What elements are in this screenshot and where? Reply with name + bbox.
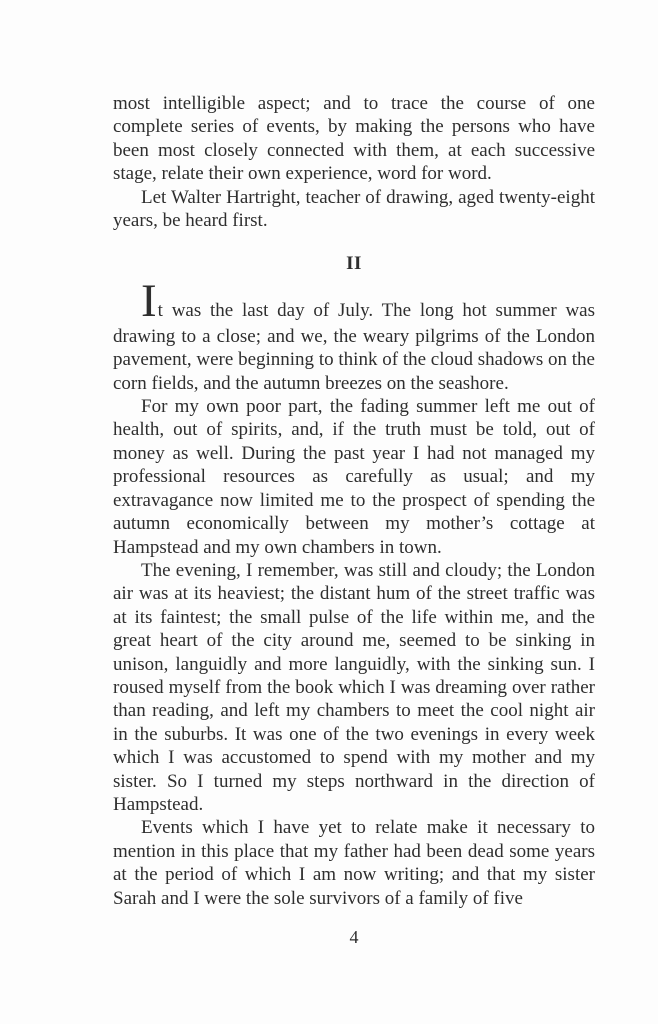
initial-cap: I: [141, 274, 158, 327]
opening-text: t was the last day of July. The long hot summer was drawing to a close; and we, the weary pilgrims of the London pavement, were beginning to think of the cloud shadows on the corn fields, and the autumn breezes on the seashore.: [113, 299, 595, 394]
paragraph-evening: The evening, I remember, was still and cloudy; the London air was at its heaviest; the distant hum of the street traffic was at its faintest; the small pulse of the life within me, and the great heart of the city around me, seemed to be sinking in unison, languidly and more languidly, with the sinking sun. I roused myself from the book which I was dreaming over rather than reading, and left my chambers to meet the cool night air in the suburbs. It was one of the two evenings in every week which I was accustomed to spend with my mother and my sister. So I turned my steps northward in the direction of Hampstead.: [113, 559, 595, 815]
paragraph-opening: [113, 274, 595, 395]
paragraph-events: Events which I have yet to relate make it necessary to mention in this place that my father had been dead some years at the period of which I am now writing; and that my sister Sarah and I were the sole survivors of a family of five: [113, 817, 595, 909]
paragraph-continuation: most intelligible aspect; and to trace the course of one complete series of events, by making the persons who have been most closely connected with them, at each successive stage, relate their own experience, word for word.: [113, 93, 595, 185]
chapter-heading: II: [346, 253, 362, 275]
paragraph-hartright: Let Walter Hartright, teacher of drawing, aged twenty-eight years, be heard first.: [113, 186, 595, 232]
paragraph-poor-part: For my own poor part, the fading summer left me out of health, out of spirits, and, if the truth must be told, out of money as well. During the past year I had not managed my professional resources as carefully as usual; and my extravagance now limited me to the prospect of spending the autumn economically between my mother’s cottage at Hampstead and my own chambers in town.: [113, 396, 595, 558]
text-column: [113, 92, 595, 910]
page-number: 4: [349, 927, 359, 947]
